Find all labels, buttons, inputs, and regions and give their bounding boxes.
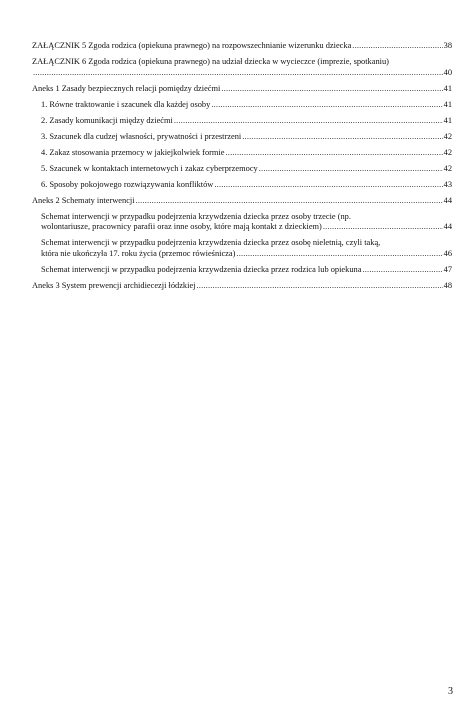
toc-entry-title: 2. Zasady komunikacji między dziećmi (41, 115, 173, 125)
toc-entry-page: 46 (443, 248, 452, 258)
toc-entry-aneks-1-2[interactable] (32, 116, 452, 127)
toc-entry-title-continued: wolontariusze, pracownicy parafii oraz inne osoby, które mają kontakt z dzieckiem) (41, 222, 322, 231)
toc-entry-title: 6. Sposoby pokojowego rozwiązywania konfliktów (41, 179, 214, 189)
dot-leader (136, 196, 443, 207)
toc-entry-zalacznik-6[interactable] (32, 57, 452, 78)
toc-entry-aneks-1[interactable] (32, 84, 452, 95)
toc-entry-aneks-1-3[interactable] (32, 132, 452, 143)
page-number: 3 (448, 686, 453, 697)
toc-entry-zalacznik-5[interactable] (32, 41, 452, 52)
dot-leader (323, 222, 443, 233)
toc-entry-page: 48 (443, 280, 452, 290)
dot-leader (221, 84, 442, 95)
toc-entry-page: 43 (443, 179, 452, 189)
toc-entry-title: ZAŁĄCZNIK 5 Zgoda rodzica (opiekuna prawnego) na rozpowszechnianie wizerunku dziecka (32, 41, 352, 50)
toc-entry-title: Aneks 2 Schematy interwencji (32, 195, 135, 205)
toc-entry-page: 42 (443, 163, 452, 173)
toc-entry-aneks-2-1[interactable] (32, 212, 452, 233)
dot-leader (352, 41, 442, 52)
dot-leader (197, 281, 443, 292)
toc-entry-page: 41 (443, 115, 452, 125)
toc-entry-aneks-1-1[interactable] (32, 100, 452, 111)
toc-entry-title: Schemat interwencji w przypadku podejrzenia krzywdzenia dziecka przez rodzica lub opiekuna (41, 264, 362, 274)
toc-entry-aneks-1-4[interactable] (32, 148, 452, 159)
toc-entry-aneks-2[interactable] (32, 196, 452, 207)
toc-entry-page: 41 (443, 83, 452, 93)
toc-entry-aneks-1-6[interactable] (32, 180, 452, 191)
table-of-contents (32, 41, 452, 297)
toc-entry-title: 4. Zakaz stosowania przemocy w jakiejkolwiek formie (41, 147, 225, 157)
toc-entry-aneks-2-2[interactable] (32, 238, 452, 259)
toc-entry-page: 44 (443, 222, 452, 231)
toc-entry-page: 44 (443, 195, 452, 205)
toc-entry-page: 42 (443, 147, 452, 157)
toc-entry-aneks-1-5[interactable] (32, 164, 452, 175)
toc-entry-page: 41 (443, 99, 452, 109)
dot-leader (236, 249, 442, 260)
toc-entry-title: Schemat interwencji w przypadku podejrzenia krzywdzenia dziecka przez osoby trzecie (np. (41, 211, 351, 221)
dot-leader (214, 180, 442, 191)
dot-leader (242, 132, 442, 143)
toc-entry-title: ZAŁĄCZNIK 6 Zgoda rodzica (opiekuna prawnego) na udział dziecka w wycieczce (imprezie, spotkaniu) (32, 57, 389, 66)
toc-entry-page: 42 (443, 131, 452, 141)
dot-leader (259, 164, 443, 175)
toc-entry-title: 5. Szacunek w kontaktach internetowych i zakaz cyberprzemocy (41, 163, 258, 173)
toc-entry-title: 1. Równe traktowanie i szacunek dla każdej osoby (41, 99, 211, 109)
toc-entry-page: 47 (443, 264, 452, 274)
dot-leader (226, 148, 443, 159)
toc-entry-title: Schemat interwencji w przypadku podejrzenia krzywdzenia dziecka przez osobę nieletnią, czyli taką, (41, 238, 381, 247)
dot-leader (211, 100, 442, 111)
toc-entry-page: 40 (443, 67, 452, 77)
toc-entry-title: Aneks 3 System prewencji archidiecezji łódzkiej (32, 280, 196, 290)
toc-entry-page: 38 (443, 41, 452, 50)
dot-leader (33, 68, 443, 79)
dot-leader (362, 265, 442, 276)
toc-entry-title: Aneks 1 Zasady bezpiecznych relacji pomiędzy dziećmi (32, 83, 221, 93)
toc-entry-aneks-3[interactable] (32, 281, 452, 292)
toc-entry-aneks-2-3[interactable] (32, 265, 452, 276)
dot-leader (174, 116, 443, 127)
toc-entry-title: 3. Szacunek dla cudzej własności, prywatności i przestrzeni (41, 131, 242, 141)
toc-entry-title-continued: która nie ukończyła 17. roku życia (przemoc rówieśnicza) (41, 248, 236, 258)
